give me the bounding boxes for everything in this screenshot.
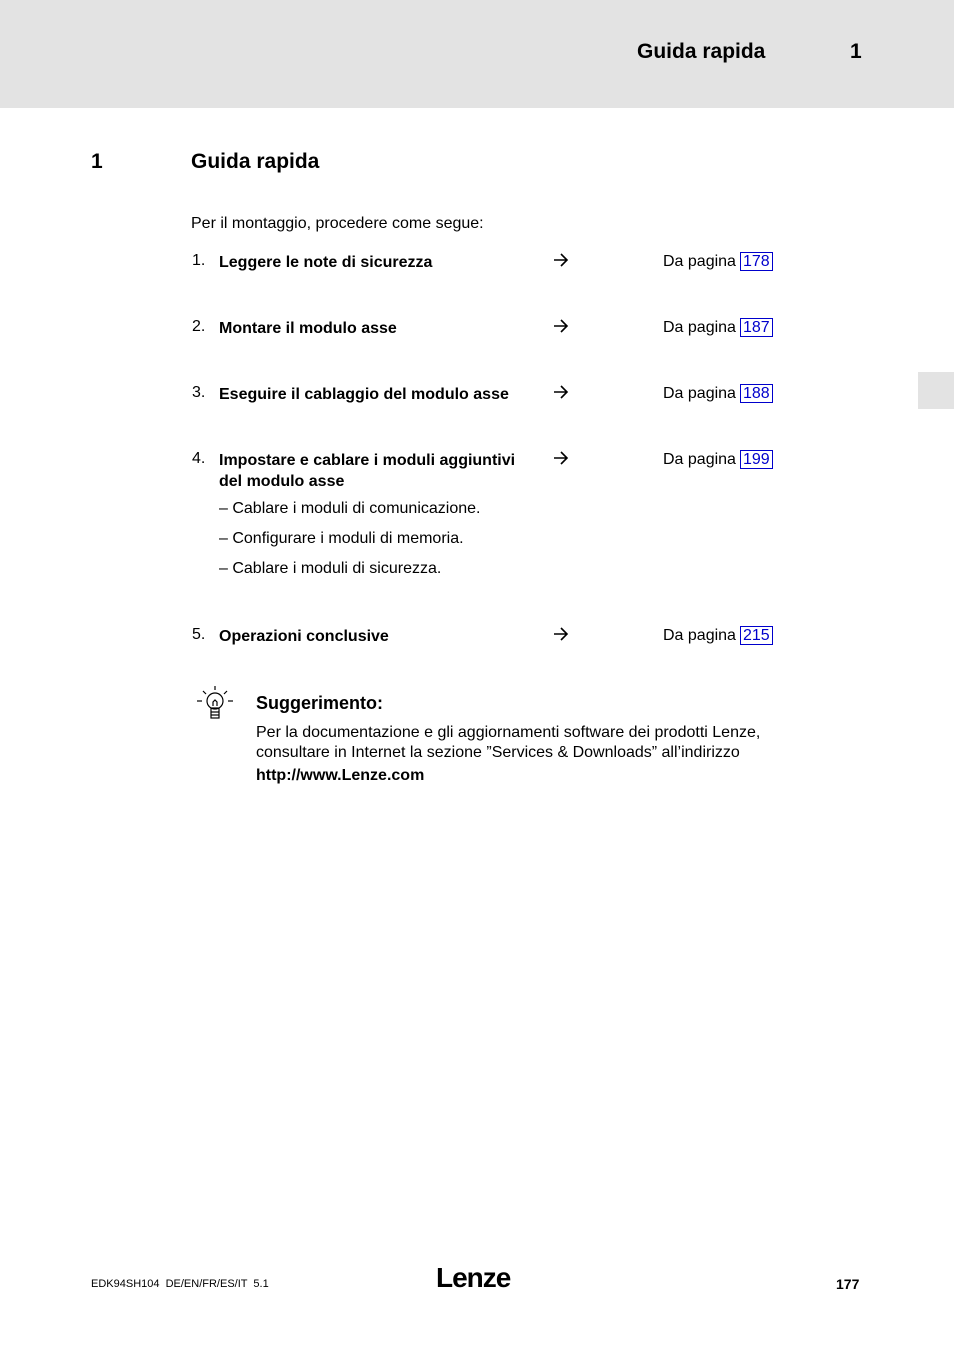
chapter-side-tab — [918, 372, 954, 409]
header-title: Guida rapida — [637, 40, 766, 63]
lightbulb-icon — [195, 683, 235, 723]
arrow-right-icon — [551, 383, 571, 401]
tip-text: Per la documentazione e gli aggiornamenti software dei prodotti Lenze, consultare in Internet la sezione ”Services & Downloads” all’indirizzo — [256, 724, 761, 761]
arrow-right-icon — [551, 251, 571, 269]
footer-doc-code: EDK94SH104 DE/EN/FR/ES/IT 5.1 — [91, 1278, 269, 1290]
header-chapter-number: 1 — [850, 40, 862, 63]
page-link[interactable]: 199 — [740, 450, 773, 469]
tip-url[interactable]: http://www.Lenze.com — [256, 767, 425, 784]
page-link[interactable]: 188 — [740, 384, 773, 403]
step-title: Montare il modulo asse — [219, 320, 397, 337]
page-link[interactable]: 187 — [740, 318, 773, 337]
page-ref-label: Da pagina — [663, 319, 736, 336]
arrow-right-icon — [551, 449, 571, 467]
step-title: Impostare e cablare i moduli aggiuntivi del modulo asse — [219, 452, 516, 490]
sub-item: – Cablare i moduli di sicurezza. — [219, 560, 442, 577]
page-link[interactable]: 215 — [740, 626, 773, 645]
page-reference — [663, 626, 773, 645]
sub-item: – Configurare i moduli di memoria. — [219, 530, 464, 547]
arrow-right-icon — [551, 317, 571, 335]
intro-text: Per il montaggio, procedere come segue: — [191, 215, 484, 232]
step-number: 5. — [192, 626, 206, 643]
step-number: 1. — [192, 252, 206, 269]
page-ref-label: Da pagina — [663, 385, 736, 402]
footer-page-number: 177 — [836, 1276, 860, 1292]
page-link[interactable]: 178 — [740, 252, 773, 271]
step-number: 3. — [192, 384, 206, 401]
step-title: Leggere le note di sicurezza — [219, 254, 433, 271]
page-ref-label: Da pagina — [663, 451, 736, 468]
step-title: Eseguire il cablaggio del modulo asse — [219, 386, 509, 403]
step-title: Operazioni conclusive — [219, 628, 389, 645]
page-reference — [663, 252, 773, 271]
section-title: Guida rapida — [191, 150, 320, 173]
sub-item: – Cablare i moduli di comunicazione. — [219, 500, 481, 517]
section-number: 1 — [91, 150, 103, 173]
header-band — [0, 0, 954, 108]
page-ref-label: Da pagina — [663, 253, 736, 270]
lenze-logo: Lenze — [436, 1262, 511, 1293]
tip-heading: Suggerimento: — [256, 693, 384, 713]
page-reference — [663, 450, 773, 469]
step-number: 2. — [192, 318, 206, 335]
page-ref-label: Da pagina — [663, 627, 736, 644]
arrow-right-icon — [551, 625, 571, 643]
step-number: 4. — [192, 450, 206, 467]
page-reference — [663, 318, 773, 337]
page-reference — [663, 384, 773, 403]
